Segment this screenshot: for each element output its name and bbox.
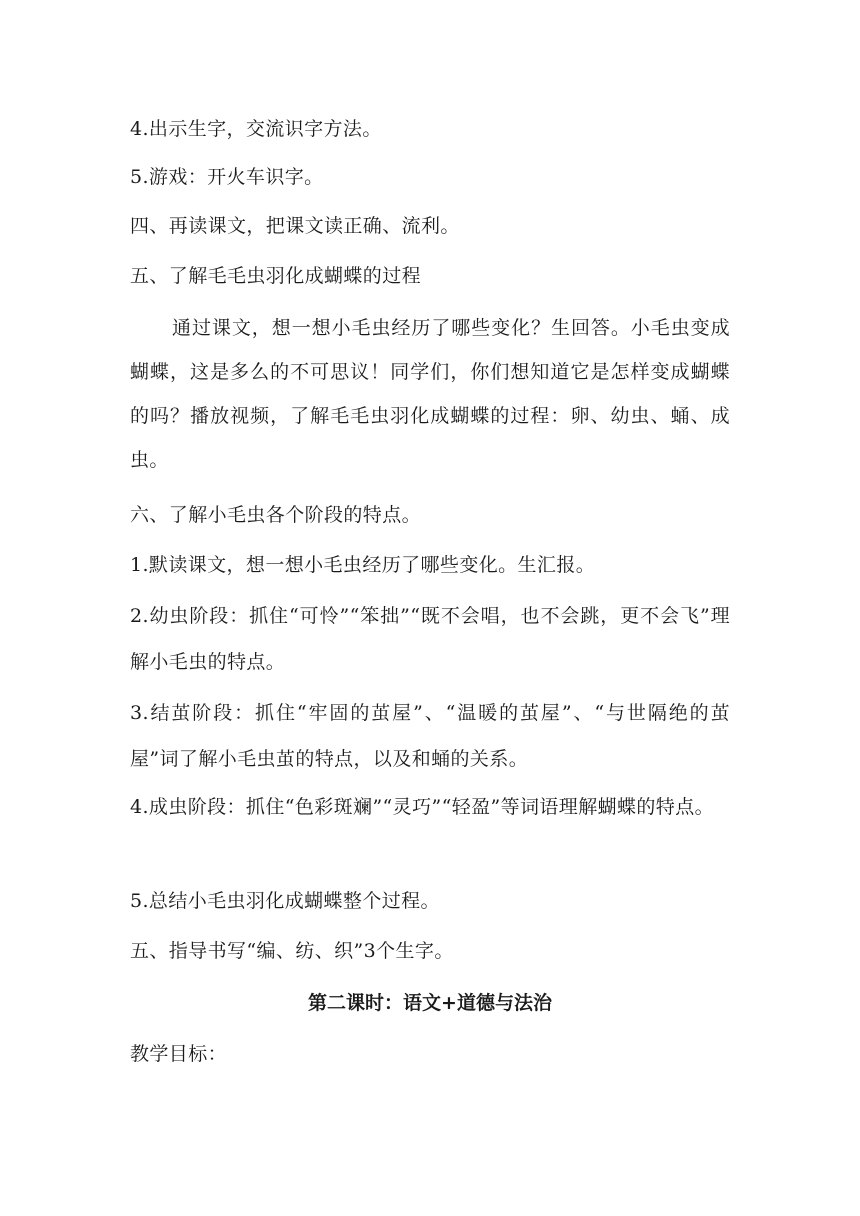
section-6-item-3: 3.结茧阶段：抓住“牢固的茧屋”、“温暖的茧屋”、“与世隔绝的茧屋”词了解小毛虫茧的特点，以及和蛹的关系。 [130, 702, 730, 770]
lesson-heading: 第二课时：语文+道德与法治 [308, 992, 552, 1014]
section-6-item-5: 5.总结小毛虫羽化成蝴蝶整个过程。 [130, 890, 440, 912]
section-6-item-1: 1.默读课文，想一想小毛虫经历了哪些变化。生汇报。 [130, 554, 596, 576]
section-6-item-4: 4.成虫阶段：抓住“色彩斑斓”“灵巧”“轻盈”等词语理解蝴蝶的特点。 [130, 796, 715, 818]
step-4-line: 4.出示生字，交流识字方法。 [130, 118, 382, 140]
step-5-line: 5.游戏：开火车识字。 [130, 166, 324, 188]
writing-guide-line: 五、指导书写“编、纺、织”3个生字。 [130, 940, 454, 962]
section-6-title: 六、了解小毛虫各个阶段的特点。 [130, 504, 422, 526]
objectives-label: 教学目标： [130, 1043, 228, 1065]
section-6-item-2: 2.幼虫阶段：抓住“可怜”“笨拙”“既不会唱，也不会跳，更不会飞”理解小毛虫的特点。 [130, 605, 730, 673]
section-4-title: 四、再读课文，把课文读正确、流利。 [130, 215, 460, 237]
section-5-title: 五、了解毛毛虫羽化成蝴蝶的过程 [130, 265, 422, 287]
process-paragraph: 通过课文，想一想小毛虫经历了哪些变化？生回答。小毛虫变成蝴蝶，这是多么的不可思议！同学们，你们想知道它是怎样变成蝴蝶的吗？播放视频，了解毛毛虫羽化成蝴蝶的过程：卵、幼虫、蛹、成虫。 [130, 317, 730, 471]
